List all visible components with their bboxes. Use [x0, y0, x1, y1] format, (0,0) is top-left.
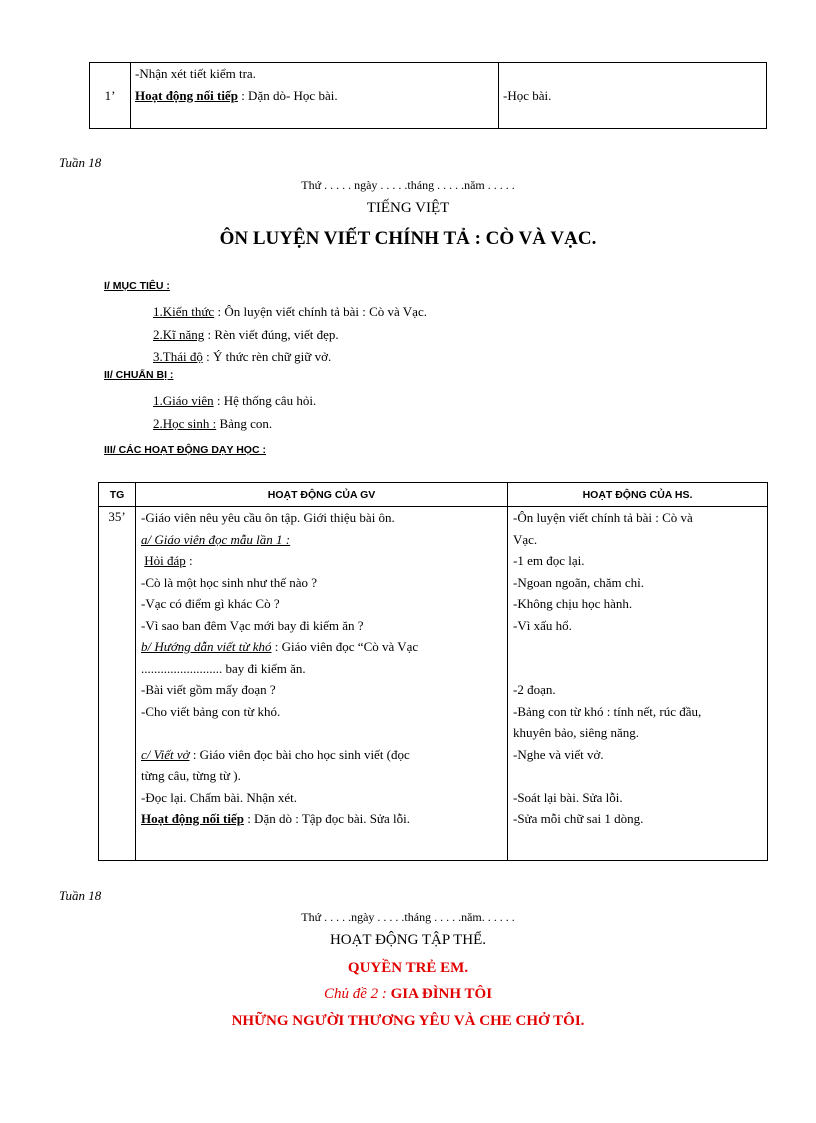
header-student: HOẠT ĐỘNG CỦA HS. — [508, 483, 768, 507]
student-line: -1 em đọc lại. — [513, 553, 585, 568]
closing-text: : Dặn dò- Học bài. — [237, 87, 338, 103]
student-cell — [499, 63, 767, 129]
teacher-cell — [131, 63, 499, 129]
student-line-blank — [513, 658, 767, 680]
time-cell — [99, 507, 136, 861]
subject-heading-2: HOẠT ĐỘNG TẬP THỂ. — [329, 932, 487, 948]
lesson-subtitle-2: NHỮNG NGƯỜI THƯƠNG YÊU VÀ CHE CHỞ TÔI. — [231, 1013, 585, 1029]
student-line: -Sửa mỗi chữ sai 1 dòng. — [513, 811, 644, 826]
teacher-line: c/ Viết vở : Giáo viên đọc bài cho học sinh viết (đọc — [141, 746, 410, 762]
objectives-list — [153, 301, 427, 369]
time-cell — [90, 63, 131, 129]
section-objectives: I/ MỤC TIÊU : — [104, 280, 170, 292]
date-line: Thứ . . . . . ngày . . . . .tháng . . . . .năm . . . . . — [301, 178, 515, 192]
student-activities — [508, 507, 768, 861]
lesson-title: ÔN LUYỆN VIẾT CHÍNH TẢ : CÒ VÀ VẠC. — [219, 228, 597, 249]
lesson-title-2: QUYỀN TRẺ EM. — [347, 960, 469, 976]
student-line-blank — [513, 765, 767, 787]
objective-item: 2.Kĩ năng : Rèn viết đúng, viết đẹp. — [153, 326, 339, 342]
section-activities: III/ CÁC HOẠT ĐỘNG DẠY HỌC : — [104, 444, 266, 456]
prep-item: 2.Học sinh : Bảng con. — [153, 415, 273, 431]
prep-item: 1.Giáo viên : Hệ thống câu hỏi. — [153, 393, 317, 408]
header-teacher: HOẠT ĐỘNG CỦA GV — [136, 483, 508, 507]
theme-label: Chủ đề 2 : — [323, 986, 387, 1002]
objective-item: 1.Kiến thức : Ôn luyện viết chính tả bài : Cò và Vạc. — [153, 304, 427, 319]
teacher-line: -Cho viết bảng con từ khó. — [141, 703, 281, 719]
theme-line — [0, 986, 816, 1003]
student-line: -Bảng con từ khó : tính nết, rúc đầu, — [513, 703, 702, 719]
student-line: khuyên bảo, siêng năng. — [513, 725, 640, 740]
section-preparation: II/ CHUẨN BỊ : — [104, 369, 174, 381]
closing-label: Hoạt động nối tiếp — [135, 87, 238, 103]
teacher-activities — [136, 507, 508, 861]
teacher-line: -Giáo viên nêu yêu cầu ôn tập. Giới thiệu bài ôn. — [141, 510, 395, 525]
teacher-line: -Cò là một học sinh như thế nào ? — [141, 574, 318, 590]
time-value: 35’ — [108, 509, 126, 524]
teacher-line: Hoạt động nối tiếp : Dặn dò : Tập đọc bài. Sửa lỗi. — [141, 811, 410, 826]
student-line: -Ôn luyện viết chính tả bài : Cò và — [513, 510, 693, 525]
student-line-blank — [513, 636, 767, 658]
teacher-line: Hỏi đáp : — [144, 553, 193, 568]
theme-text: GIA ĐÌNH TÔI — [386, 986, 493, 1002]
teacher-line: -Nhận xét tiết kiểm tra. — [135, 66, 256, 81]
time-value: 1’ — [104, 87, 116, 103]
student-line: -2 đoạn. — [513, 682, 556, 697]
teacher-line: -Đọc lại. Chấm bài. Nhận xét. — [141, 789, 297, 805]
student-line: -Vì xấu hổ. — [513, 617, 572, 633]
teacher-line: b/ Hướng dẫn viết từ khó : Giáo viên đọc “Cò và Vạc — [141, 639, 419, 654]
week-label: Tuần 18 — [59, 155, 102, 170]
header-time: TG — [99, 483, 136, 507]
subject-heading: TIẾNG VIỆT — [366, 200, 450, 216]
teacher-line: -Vì sao ban đêm Vạc mới bay đi kiếm ăn ? — [141, 617, 364, 633]
student-line: Vạc. — [513, 531, 538, 547]
continuation-table — [89, 62, 767, 129]
student-line: -Soát lại bài. Sửa lỗi. — [513, 789, 623, 805]
prep-list — [153, 390, 316, 435]
week-label-2: Tuần 18 — [59, 888, 102, 903]
teacher-line-blank — [141, 722, 507, 744]
student-line: -Nghe và viết vở. — [513, 746, 604, 762]
teacher-line: ......................... bay đi kiếm ăn. — [141, 660, 306, 676]
student-line: -Học bài. — [503, 87, 552, 103]
teacher-line: từng câu, từng từ ). — [141, 768, 241, 783]
objective-item: 3.Thái độ : Ý thức rèn chữ giữ vở. — [153, 349, 332, 364]
date-line-2: Thứ . . . . .ngày . . . . .tháng . . . . .năm. . . . . . — [301, 910, 515, 924]
teacher-line: -Vạc có điểm gì khác Cò ? — [141, 596, 280, 611]
activities-table — [98, 482, 768, 861]
teacher-line: a/ Giáo viên đọc mẫu lần 1 : — [141, 531, 291, 547]
student-line: -Không chịu học hành. — [513, 596, 633, 611]
teacher-line: -Bài viết gồm mấy đoạn ? — [141, 682, 276, 697]
student-line: -Ngoan ngoãn, chăm chỉ. — [513, 574, 645, 590]
